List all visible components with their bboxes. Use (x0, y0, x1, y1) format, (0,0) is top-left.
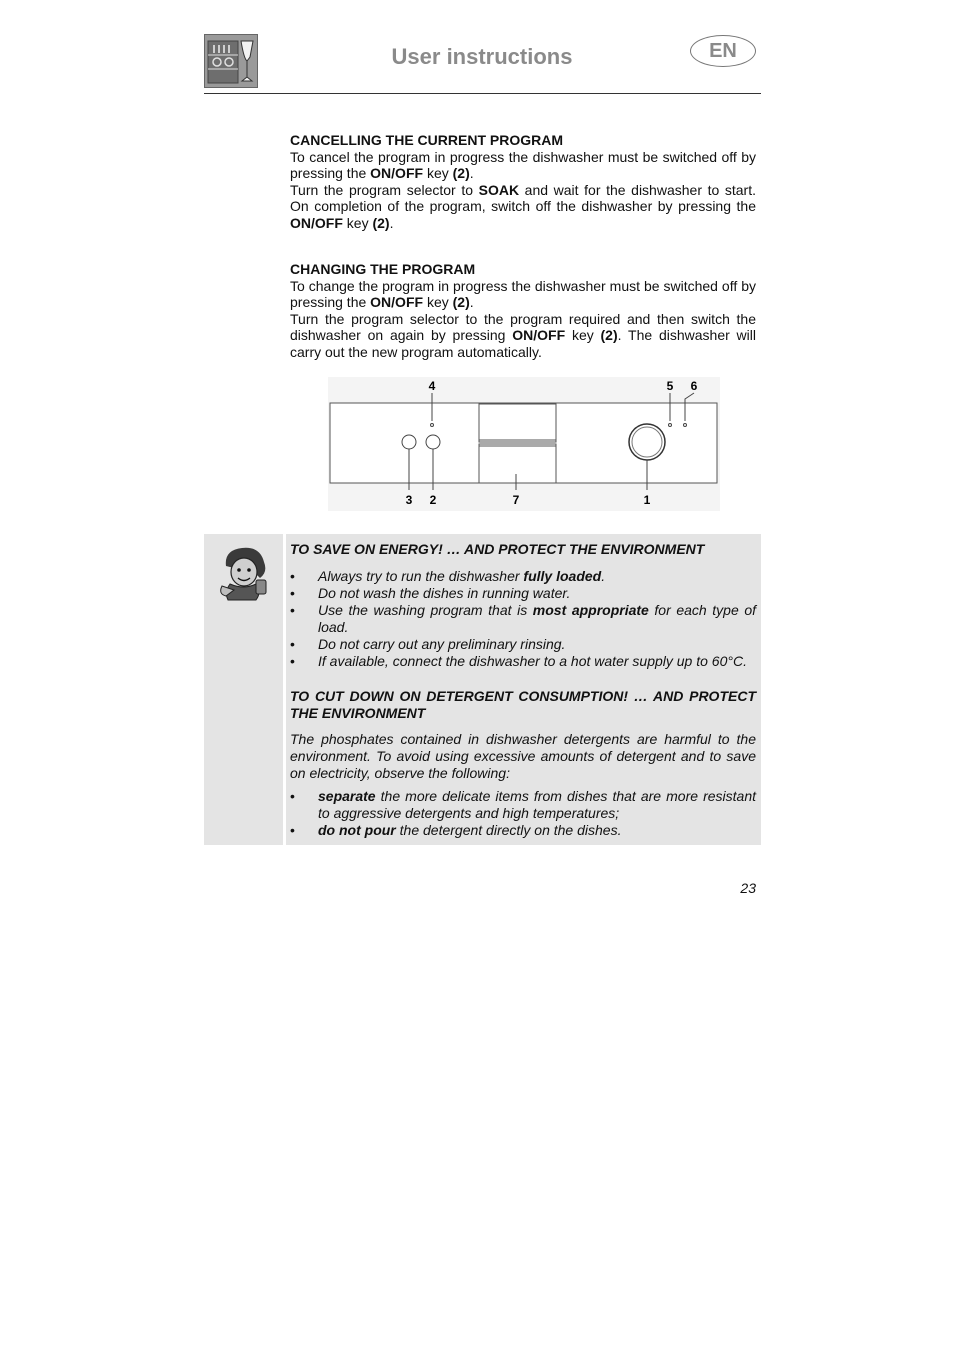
label-6: 6 (690, 379, 698, 393)
energy-heading: TO SAVE ON ENERGY! … AND PROTECT THE ENVIRONMENT (290, 541, 705, 557)
paragraph: Turn the program selector to the program required and then switch the dishwasher on again by pressing ON/OFF key (2). The dishwasher will carry out the new program automatically. (290, 310, 757, 360)
tip-icon-column (204, 534, 283, 845)
list-item: • do not pour the detergent directly on the dishes. (290, 822, 756, 839)
program-selector-knob (629, 424, 665, 460)
detergent-intro: The phosphates contained in dishwasher detergents are harmful to the environment. To avoid using excessive amounts of detergent and to save on electricity, observe the following: (290, 731, 756, 781)
list-item: • Do not wash the dishes in running water. (290, 585, 756, 602)
section-heading: CHANGING THE PROGRAM (290, 261, 476, 277)
list-item: • Use the washing program that is most appropriate for each type of load. (290, 602, 756, 636)
energy-tips (290, 541, 756, 670)
dishwasher-logo-icon (204, 34, 258, 88)
page-title: User instructions (391, 44, 573, 69)
list-item: • Always try to run the dishwasher fully loaded. (290, 568, 756, 585)
paragraph: To change the program in progress the dishwasher must be switched off by pressing the ON/OFF key (2). (290, 277, 756, 311)
list-item: • If available, connect the dishwasher to a hot water supply up to 60°C. (290, 653, 756, 670)
button-3 (402, 435, 416, 449)
on-off-button (426, 435, 440, 449)
language-badge: EN (690, 35, 756, 67)
energy-list (290, 568, 756, 670)
label-3: 3 (405, 493, 413, 507)
label-7: 7 (512, 493, 520, 507)
door-handle-lower (479, 444, 556, 483)
paragraph: To cancel the program in progress the dishwasher must be switched off by pressing the ON/OFF key (2). (290, 148, 756, 182)
label-4: 4 (428, 379, 436, 393)
control-panel-diagram (328, 377, 720, 511)
change-section (290, 261, 756, 361)
label-1: 1 (643, 493, 651, 507)
detergent-list (290, 788, 756, 839)
paragraph: Turn the program selector to SOAK and wait for the dishwasher to start. On completion of the program, switch off the dishwasher by pressing the ON/OFF key (2). (290, 181, 756, 231)
label-5: 5 (666, 379, 674, 393)
header-divider (204, 93, 761, 94)
label-2: 2 (429, 493, 437, 507)
door-handle-upper (479, 404, 556, 442)
section-heading: CANCELLING THE CURRENT PROGRAM (290, 132, 563, 148)
list-item: • separate the more delicate items from dishes that are more resistant to aggressive detergents and high temperatures; (290, 788, 756, 822)
detergent-tips (290, 688, 756, 839)
page-number: 23 (740, 880, 756, 896)
detergent-heading: TO CUT DOWN ON DETERGENT CONSUMPTION! … AND PROTECT THE ENVIRONMENT (290, 688, 756, 721)
list-item: • Do not carry out any preliminary rinsing. (290, 636, 756, 653)
cancel-section (290, 132, 756, 232)
eco-character-icon (216, 544, 272, 602)
